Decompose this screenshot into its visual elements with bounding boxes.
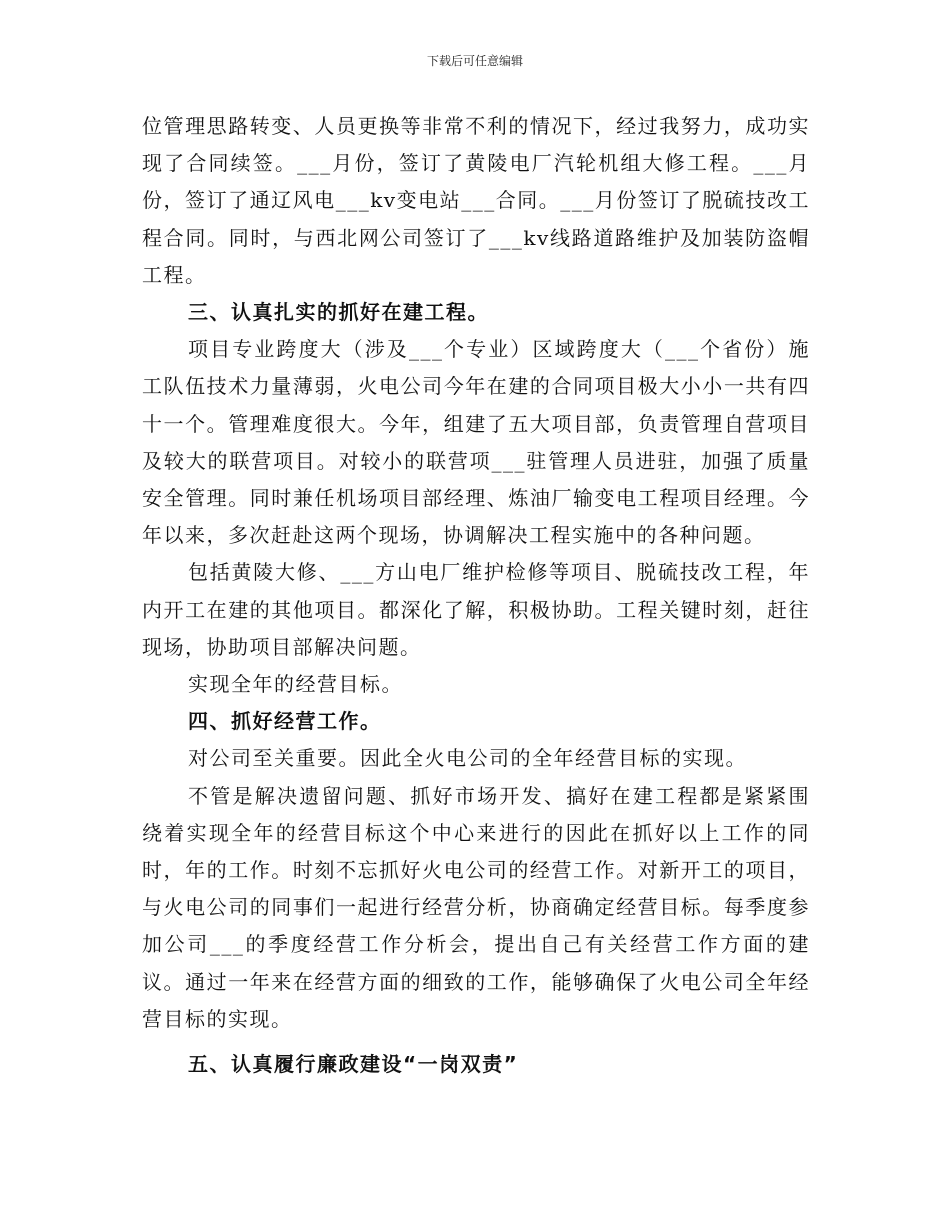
paragraph-contract-renewal: 位管理思路转变、人员更换等非常不利的情况下，经过我努力，成功实现了合同续签。___月份，签订了黄陵电厂汽轮机组大修工程。___月份，签订了通辽风电___kv变电站___合同。___月份签订了脱硫技改工程合同。同时，与西北网公司签订了___kv线路道路维护及加装防盗帽工程。 bbox=[142, 114, 810, 287]
paragraph-other-projects: 包括黄陵大修、___方山电厂维护检修等项目、脱硫技改工程，年内开工在建的其他项目。都深化了解，积极协助。工程关键时刻，赶往现场，协助项目部解决问题。 bbox=[142, 560, 810, 659]
section-heading-4: 四、抓好经营工作。 bbox=[188, 709, 382, 734]
page-header: 下载后可任意编辑 bbox=[426, 54, 523, 68]
section-heading-3: 三、认真扎实的抓好在建工程。 bbox=[188, 300, 489, 325]
document-body bbox=[142, 108, 810, 1083]
paragraph-annual-goal: 实现全年的经营目标。 bbox=[188, 672, 403, 697]
paragraph-business-work: 不管是解决遗留问题、抓好市场开发、搞好在建工程都是紧紧围绕着实现全年的经营目标这个中心来进行的因此在抓好以上工作的同时，年的工作。时刻不忘抓好火电公司的经营工作。对新开工的项目，与火电公司的同事们一起进行经营分析，协商确定经营目标。每季度参加公司___的季度经营工作分析会，提出自己有关经营工作方面的建议。通过一年来在经营方面的细致的工作，能够确保了火电公司全年经营目标的实现。 bbox=[142, 783, 810, 1031]
section-heading-5: 五、认真履行廉政建设“一岗双责” bbox=[188, 1052, 519, 1077]
paragraph-projects-management: 项目专业跨度大（涉及___个专业）区域跨度大（___个省份）施工队伍技术力量薄弱，火电公司今年在建的合同项目极大小小一共有四十一个。管理难度很大。今年，组建了五大项目部，负责管理自营项目及较大的联营项目。对较小的联营项___驻管理人员进驻，加强了质量安全管理。同时兼任机场项目部经理、炼油厂输变电工程项目经理。今年以来，多次赶赴这两个现场，协调解决工程实施中的各种问题。 bbox=[142, 337, 810, 548]
paragraph-business-importance: 对公司至关重要。因此全火电公司的全年经营目标的实现。 bbox=[188, 746, 747, 771]
